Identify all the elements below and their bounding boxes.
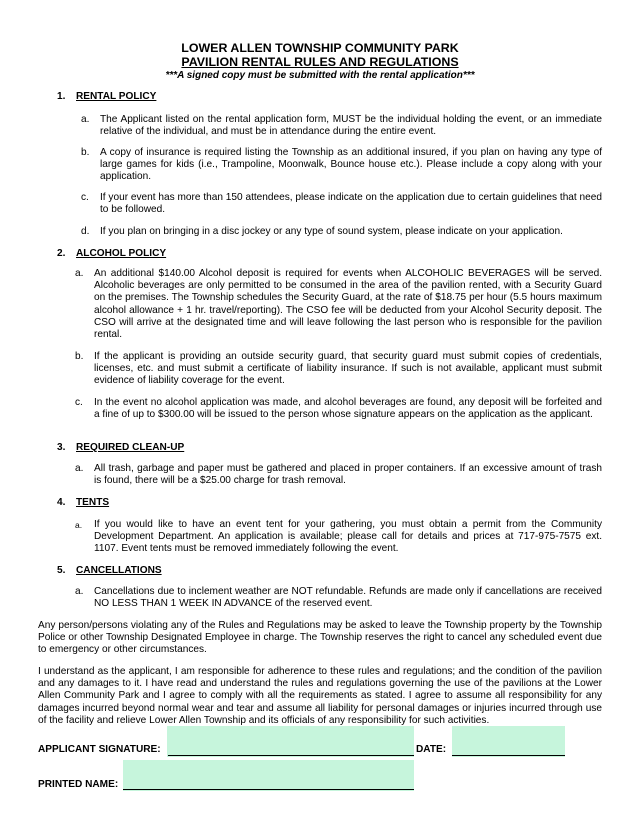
item-text: All trash, garbage and paper must be gathered and placed in proper containers. If an excessive amount of trash is found, there will be a $25.00 charge for trash removal. (94, 463, 602, 487)
section-number: 5. (57, 565, 66, 576)
submission-note: ***A signed copy must be submitted with the rental application*** (165, 70, 475, 81)
section-number: 1. (57, 91, 66, 102)
applicant-signature-line (168, 755, 414, 756)
item-text: If the applicant is providing an outside security guard, that security guard must submit copies of credentials, licenses, etc. and must submit a certificate of liability insurance. If such is not available, applicant must submit evidence of liability coverage for the event. (94, 351, 602, 387)
date-field[interactable] (452, 726, 565, 757)
printed-name-field[interactable] (123, 760, 414, 791)
item-letter: b. (75, 351, 84, 362)
section-title: RENTAL POLICY (76, 91, 157, 102)
section-title: REQUIRED CLEAN-UP (76, 442, 185, 453)
item-letter: c. (81, 192, 89, 203)
rental-item-c (81, 192, 602, 216)
item-text: Cancellations due to inclement weather are NOT refundable. Refunds are made only if cancellations are received NO LESS THAN 1 WEEK IN ADVANCE of the reserved event. (94, 586, 602, 610)
item-text: A copy of insurance is required listing the Township as an additional insured, if you plan on having any type of large games for kids (i.e., Trampoline, Moonwalk, Bounce house etc.). Please include a copy along with your application. (100, 147, 602, 183)
cleanup-item-a (75, 463, 602, 487)
item-letter: a. (75, 586, 84, 597)
item-text: If your event has more than 150 attendees, please indicate on the application due to certain guidelines that need to be followed. (100, 192, 602, 216)
item-text: If you would like to have an event tent for your gathering, you must obtain a permit from the Community Development Department. An application is available; please call for details and prices at 717-975-7575 ext. 1107. Event tents must be removed immediately following the event. (94, 519, 602, 555)
acknowledgement-paragraph: I understand as the applicant, I am responsible for adherence to these rules and regulations; and the condition of the pavilion and any damages to it. I have read and understand the rules and regulations governing the use of the pavilions at the Lower Allen Community Park and I agree to comply with all the requirements as stated. I agree to assume all responsibility for any damages incurred beyond normal wear and tear and assume all liability for personal damages or injuries incurred through use of the facility and relieve Lower Allen Township and its officials of any responsibility for such activities. (38, 666, 602, 726)
item-letter: c. (75, 397, 83, 408)
cancellations-item-a (75, 586, 602, 610)
section-number: 4. (57, 497, 66, 508)
date-line (452, 755, 565, 756)
printed-name-label: PRINTED NAME: (38, 779, 119, 790)
section-title: CANCELLATIONS (76, 565, 162, 576)
section-title: TENTS (76, 497, 110, 508)
item-text: The Applicant listed on the rental application form, MUST be the individual holding the event, or an immediate relative of the individual, and must be in attendance during the entire event. (100, 114, 602, 138)
rental-item-b (81, 147, 602, 184)
section-number: 3. (57, 442, 66, 453)
item-letter: d. (81, 226, 90, 237)
tents-item-a (75, 519, 602, 556)
item-letter: a. (81, 114, 90, 125)
item-letter: b. (81, 147, 90, 158)
alcohol-item-b (75, 351, 602, 388)
applicant-signature-field[interactable] (167, 726, 414, 757)
date-label: DATE: (416, 744, 447, 755)
document-subtitle: PAVILION RENTAL RULES AND REGULATIONS (181, 55, 459, 69)
applicant-signature-label: APPLICANT SIGNATURE: (38, 744, 161, 755)
rental-item-d (81, 226, 602, 238)
document-title: LOWER ALLEN TOWNSHIP COMMUNITY PARK (181, 41, 459, 55)
item-letter: a. (75, 520, 83, 530)
item-text: If you plan on bringing in a disc jockey or any type of sound system, please indicate on your application. (100, 226, 563, 237)
violation-paragraph: Any person/persons violating any of the Rules and Regulations may be asked to leave the Township property by the Township Police or other Township Designated Employee in charge. The Township reserves the right to cancel any scheduled event due to emergency or other circumstances. (38, 620, 602, 656)
item-letter: a. (75, 463, 84, 474)
alcohol-item-c (75, 397, 602, 421)
item-text: In the event no alcohol application was made, and alcohol beverages are found, any deposit will be forfeited and a fine of up to $300.00 will be issued to the person whose signature appears on the application as the applicant. (94, 397, 602, 421)
item-text: An additional $140.00 Alcohol deposit is required for events when ALCOHOLIC BEVERAGES will be served. Alcoholic beverages are only permitted to be consumed in the area of the pavilion rented, with a Security Guard on the premises. The Township schedules the Security Guard, at the rate of $18.75 per hour (5.5 hours maximum alcohol allowance + 1 hr. travel/reporting). The CSO fee will be deducted from your Alcohol Security deposit. The CSO will arrive at the designated time and will leave following the last person who is responsible for the pavilion rental. (94, 268, 602, 341)
alcohol-item-a (75, 268, 602, 341)
item-letter: a. (75, 268, 84, 279)
printed-name-line (123, 789, 414, 790)
section-title: ALCOHOL POLICY (76, 248, 167, 259)
section-number: 2. (57, 248, 66, 259)
rental-item-a (81, 114, 602, 138)
